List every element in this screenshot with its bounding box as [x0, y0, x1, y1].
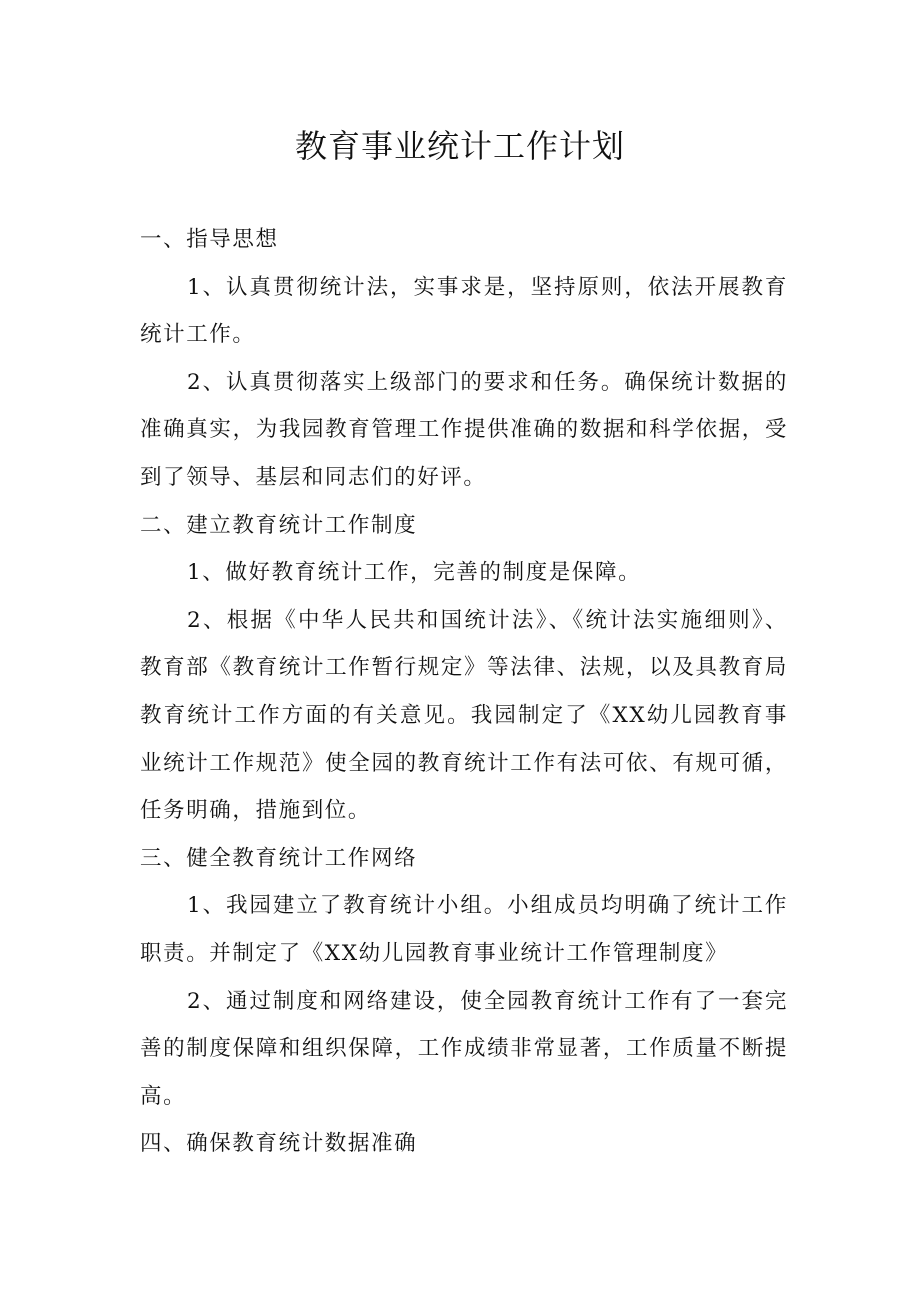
document-title: 教育事业统计工作计划 [294, 127, 625, 165]
paragraph: 1、认真贯彻统计法，实事求是，坚持原则，依法开展教育统计工作。 [140, 274, 788, 348]
section-heading: 三、健全教育统计工作网络 [140, 845, 418, 871]
paragraph: 2、通过制度和网络建设，使全园教育统计工作有了一套完善的制度保障和组织保障，工作成绩非常显著，工作质量不断提高。 [140, 988, 788, 1109]
paragraph: 2、根据《中华人民共和国统计法》、《统计法实施细则》、教育部《教育统计工作暂行规定》等法律、法规，以及具教育局教育统计工作方面的有关意见。我园制定了《XX幼儿园教育事业统计工作规范》使全园的教育统计工作有法可依、有规可循，任务明确，措施到位。 [140, 607, 788, 824]
paragraph: 1、做好教育统计工作，完善的制度是保障。 [187, 560, 642, 586]
section-heading: 一、指导思想 [140, 227, 279, 252]
section-heading: 四、确保教育统计数据准确 [140, 1131, 418, 1157]
paragraph: 1、我园建立了教育统计小组。小组成员均明确了统计工作职责。并制定了《XX幼儿园教育事业统计工作管理制度》 [140, 893, 788, 966]
document-body [140, 216, 788, 1168]
paragraph: 2、认真贯彻落实上级部门的要求和任务。确保统计数据的准确真实，为我园教育管理工作提供准确的数据和科学依据，受到了领导、基层和同志们的好评。 [140, 369, 788, 490]
section-heading: 二、建立教育统计工作制度 [140, 512, 418, 538]
